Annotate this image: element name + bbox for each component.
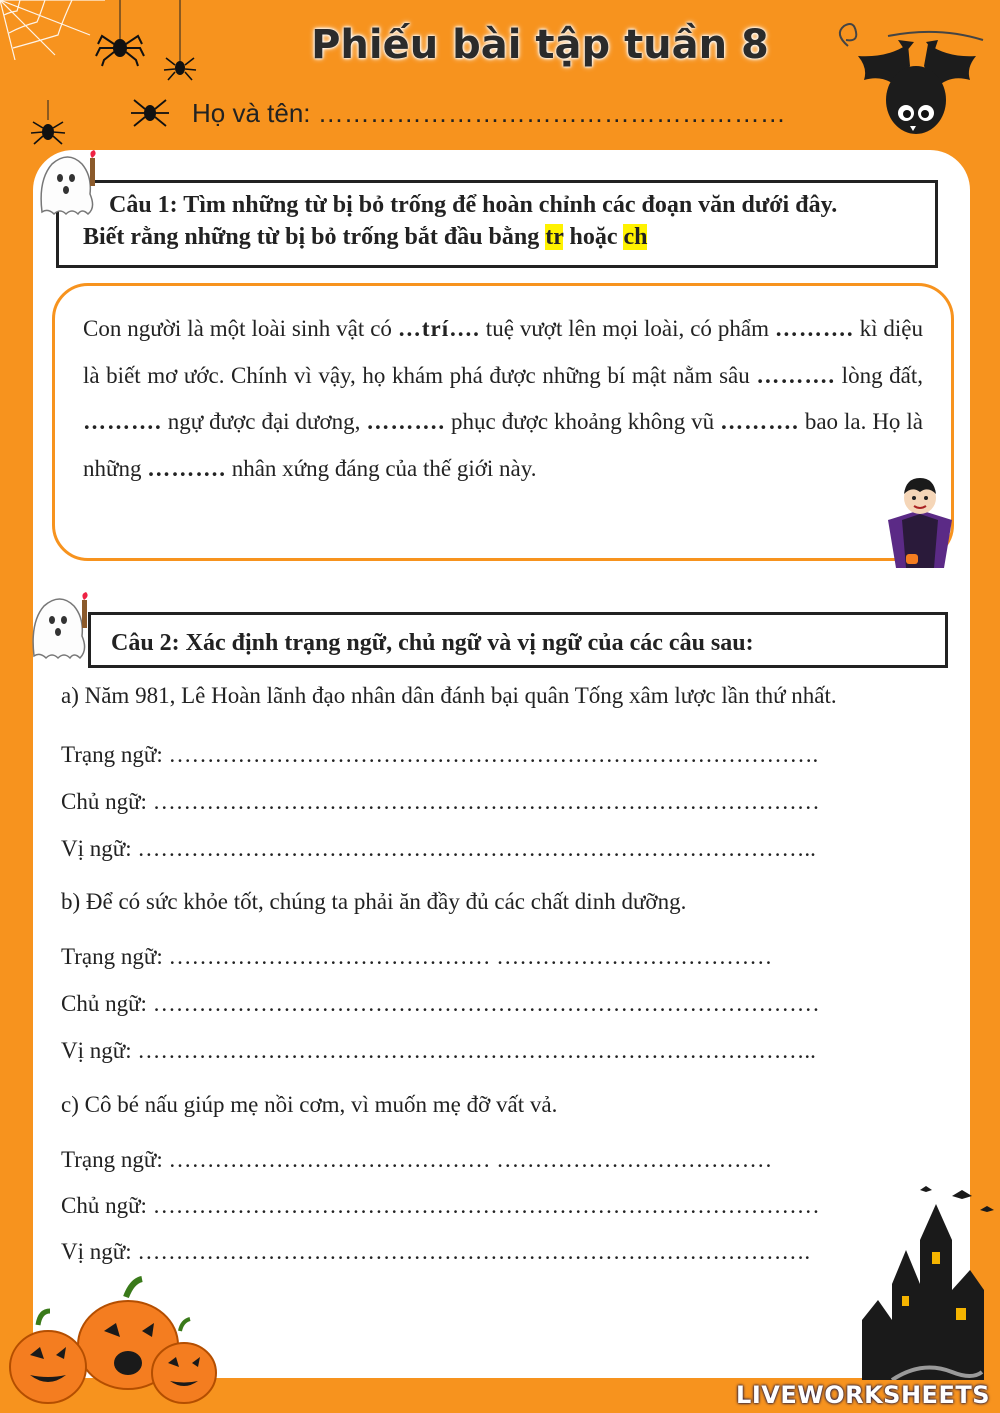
cloze-passage	[52, 283, 954, 561]
passage-text: kì diệu là biết mơ ước. Chính vì vậy, họ khám phá được những bí mật nằm sâu	[83, 316, 923, 388]
answer-a-vi-ngu[interactable]: Vị ngữ: ……………………………………………………………………………..	[61, 836, 816, 861]
sentence-b: b) Để có sức khỏe tốt, chúng ta phải ăn đầy đủ các chất dinh dưỡng.	[61, 889, 687, 914]
question-1-line1: Câu 1: Tìm những từ bị bỏ trống để hoàn chỉnh các đoạn văn dưới đây.	[109, 192, 838, 218]
passage-text: tuệ vượt lên mọi loài, có phẩm	[479, 316, 775, 341]
sentence-a: a) Năm 981, Lê Hoàn lãnh đạo nhân dân đánh bại quân Tống xâm lược lần thứ nhất.	[61, 683, 837, 708]
blank-1[interactable]: …trí….	[397, 316, 480, 341]
question-1-box	[56, 180, 938, 268]
question-2-box	[88, 612, 948, 668]
question-2-heading: Câu 2: Xác định trạng ngữ, chủ ngữ và vị ngữ của các câu sau:	[111, 630, 754, 656]
sentence-c: c) Cô bé nấu giúp mẹ nồi cơm, vì muốn mẹ đỡ vất vả.	[61, 1092, 558, 1117]
passage-text: bao la. Họ là những	[83, 409, 923, 481]
answer-a-trang-ngu[interactable]: Trạng ngữ: ………………………………………………………………………….	[61, 742, 819, 767]
pumpkins-icon	[8, 1275, 228, 1410]
passage-text: phục được khoảng không vũ	[445, 409, 721, 434]
highlight-ch: ch	[623, 224, 648, 250]
passage-text: nhân xứng đáng của thế giới này.	[225, 455, 537, 481]
blank-3[interactable]: ……….	[756, 362, 836, 388]
passage-text: Con người là một loài sinh vật có	[83, 316, 398, 341]
vampire-icon	[880, 470, 960, 570]
blank-7[interactable]: ……….	[147, 455, 226, 481]
page-title: Phiếu bài tập tuần 8	[311, 22, 769, 68]
haunted-house-icon	[852, 1180, 1000, 1380]
highlight-tr: tr	[545, 224, 564, 250]
blank-5[interactable]: ……….	[366, 409, 446, 434]
answer-c-trang-ngu[interactable]: Trạng ngữ: …………………………………… ………………………………	[61, 1147, 773, 1172]
question-1-line2	[83, 221, 935, 253]
blank-2[interactable]: ……….	[774, 316, 854, 341]
blank-6[interactable]: ……….	[720, 409, 799, 434]
liveworksheets-logo: LIVEWORKSHEETS	[736, 1381, 990, 1409]
ghost-icon	[22, 592, 102, 664]
question-1-text: Biết rằng những từ bị bỏ trống bắt đầu bằng	[83, 224, 546, 250]
blank-4[interactable]: ……….	[83, 409, 162, 434]
question-1-or: hoặc	[563, 224, 624, 250]
answer-b-chu-ngu[interactable]: Chủ ngữ: ……………………………………………………………………………	[61, 991, 820, 1016]
ghost-icon	[30, 150, 110, 220]
passage-text: ngự được đại dương,	[161, 409, 367, 434]
spider-icon	[128, 88, 172, 138]
answer-b-trang-ngu[interactable]: Trạng ngữ: …………………………………… ………………………………	[61, 944, 773, 969]
answer-c-chu-ngu[interactable]: Chủ ngữ: ……………………………………………………………………………	[61, 1193, 820, 1218]
answer-b-vi-ngu[interactable]: Vị ngữ: ……………………………………………………………………………..	[61, 1038, 816, 1063]
answer-c-vi-ngu[interactable]: Vị ngữ: …………………………………………………………………………….	[61, 1239, 811, 1264]
answer-a-chu-ngu[interactable]: Chủ ngữ: ……………………………………………………………………………	[61, 789, 820, 814]
passage-text: lòng đất,	[835, 362, 923, 388]
student-name-line[interactable]: Họ và tên: ………………………………………………	[192, 98, 786, 128]
